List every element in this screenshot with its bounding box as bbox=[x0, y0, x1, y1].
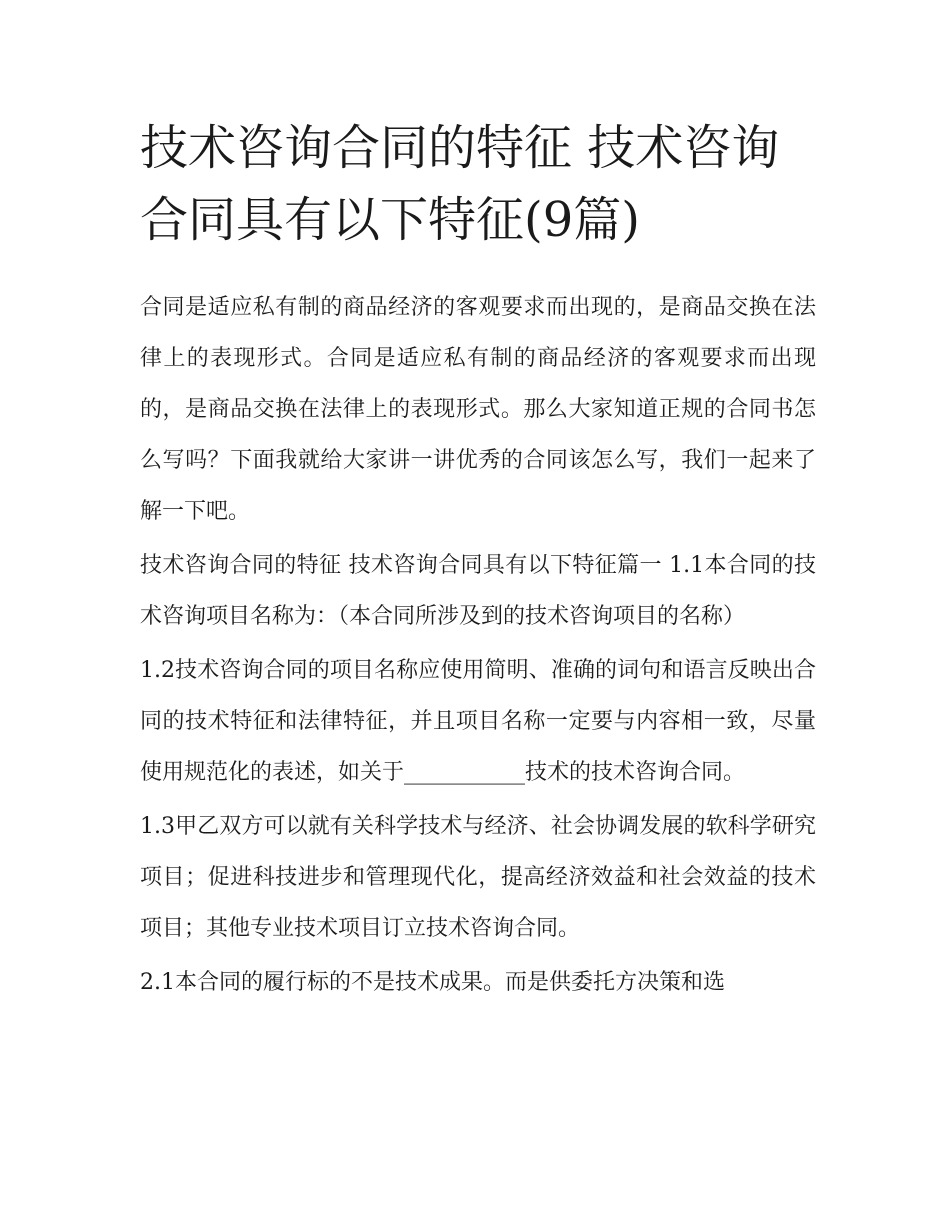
paragraph-section-1-2: 1.2技术咨询合同的项目名称应使用简明、准确的词句和语言反映出合同的技术特征和法律特征，并且项目名称一定要与内容相一致，尽量使用规范化的表述，如关于___________技术的技术咨询合同。 bbox=[140, 658, 816, 785]
paragraph-section-1-3: 1.3甲乙双方可以就有关科学技术与经济、社会协调发展的软科学研究项目；促进科技进步和管理现代化，提高经济效益和社会效益的技术项目；其他专业技术项目订立技术咨询合同。 bbox=[140, 814, 816, 941]
paragraph-intro: 合同是适应私有制的商品经济的客观要求而出现的，是商品交换在法律上的表现形式。合同是适应私有制的商品经济的客观要求而出现的，是商品交换在法律上的表现形式。那么大家知道正规的合同书怎么写吗？下面我就给大家讲一讲优秀的合同该怎么写，我们一起来了解一下吧。 bbox=[140, 295, 816, 524]
document-title: 技术咨询合同的特征 技术咨询合同具有以下特征(9篇) bbox=[140, 120, 780, 248]
document-body bbox=[140, 282, 816, 1008]
document-page bbox=[140, 112, 816, 1011]
paragraph-section-1-1: 技术咨询合同的特征 技术咨询合同具有以下特征篇一 1.1本合同的技术咨询项目名称为：（本合同所涉及到的技术咨询项目的名称） bbox=[140, 553, 816, 629]
paragraph-section-2-1: 2.1本合同的履行标的不是技术成果。而是供委托方决策和选 bbox=[140, 970, 725, 995]
